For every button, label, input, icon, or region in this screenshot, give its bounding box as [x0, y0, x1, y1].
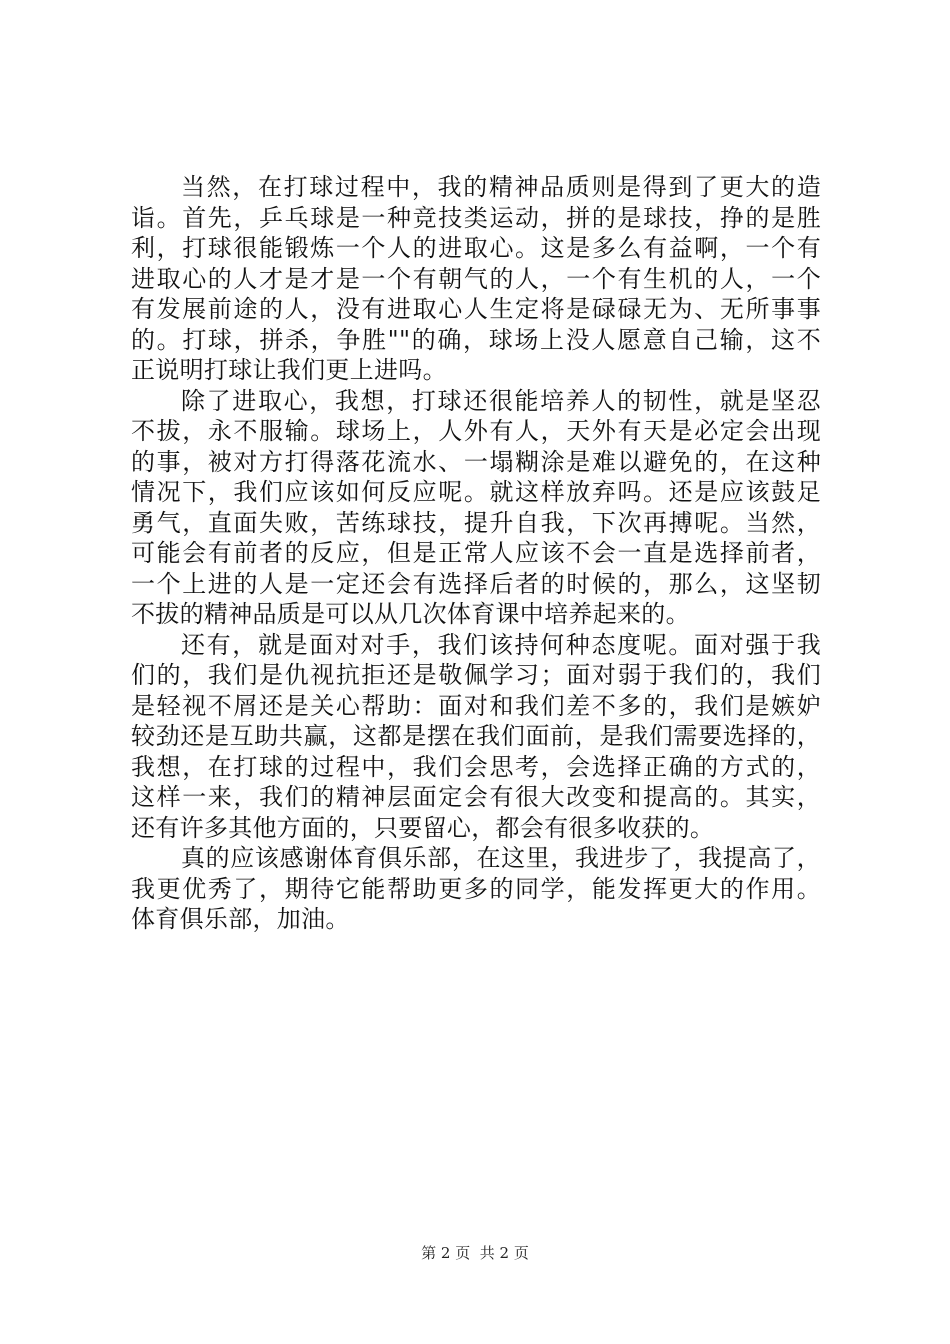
paragraph-3 — [131, 630, 821, 844]
paragraph-1 — [131, 172, 821, 386]
text-line: 是轻视不屑还是关心帮助：面对和我们差不多的，我们是嫉妒 — [131, 691, 821, 720]
text-line: 们的，我们是仇视抗拒还是敬佩学习；面对弱于我们的，我们 — [131, 661, 821, 689]
text-line: 还有许多其他方面的，只要留心，都会有很多收获的。 — [131, 813, 715, 842]
text-line: 体育俱乐部，加油。 — [131, 905, 350, 933]
text-line: 我想，在打球的过程中，我们会思考，会选择正确的方式的， — [131, 752, 821, 781]
text-line: 这样一来，我们的精神层面定会有很大改变和提高的。其实， — [131, 783, 821, 811]
text-line: 较劲还是互助共赢，这都是摆在我们面前，是我们需要选择的， — [131, 722, 821, 750]
page-footer: 第 2 页 共 2 页 — [421, 1244, 529, 1262]
paragraph-4 — [131, 843, 821, 935]
text-line: 情况下，我们应该如何反应呢。就这样放弃吗。还是应该鼓足 — [131, 478, 821, 506]
text-line: 的事，被对方打得落花流水、一塌糊涂是难以避免的，在这种 — [131, 447, 821, 476]
text-line: 还有，就是面对对手，我们该持何种态度呢。面对强于我 — [181, 630, 821, 659]
text-line: 不拔的精神品质是可以从几次体育课中培养起来的。 — [131, 600, 690, 628]
text-line: 可能会有前者的反应，但是正常人应该不会一直是选择前者， — [131, 539, 821, 567]
document-body — [131, 172, 821, 935]
text-line: 诣。首先，乒乓球是一种竞技类运动，拼的是球技，挣的是胜 — [131, 203, 821, 232]
text-line: 的。打球，拼杀，争胜""的确，球场上没人愿意自己输，这不 — [131, 325, 821, 354]
text-line: 正说明打球让我们更上进吗。 — [131, 356, 447, 384]
text-line: 不拔，永不服输。球场上，人外有人，天外有天是必定会出现 — [131, 417, 821, 445]
paragraph-2 — [131, 386, 821, 630]
text-line: 当然，在打球过程中，我的精神品质则是得到了更大的造 — [181, 173, 821, 201]
text-line: 一个上进的人是一定还会有选择后者的时候的，那么，这坚韧 — [131, 569, 821, 598]
text-line: 有发展前途的人，没有进取心人生定将是碌碌无为、无所事事 — [131, 295, 821, 323]
text-line: 进取心的人才是才是一个有朝气的人，一个有生机的人，一个 — [131, 264, 821, 293]
text-line: 利，打球很能锻炼一个人的进取心。这是多么有益啊，一个有 — [131, 234, 821, 262]
text-line: 我更优秀了，期待它能帮助更多的同学，能发挥更大的作用。 — [131, 874, 821, 903]
text-line: 除了进取心，我想，打球还很能培养人的韧性，就是坚忍 — [181, 386, 821, 415]
text-line: 勇气，直面失败，苦练球技，提升自我，下次再搏呢。当然， — [131, 508, 821, 537]
text-line: 真的应该感谢体育俱乐部，在这里，我进步了，我提高了， — [181, 844, 821, 872]
